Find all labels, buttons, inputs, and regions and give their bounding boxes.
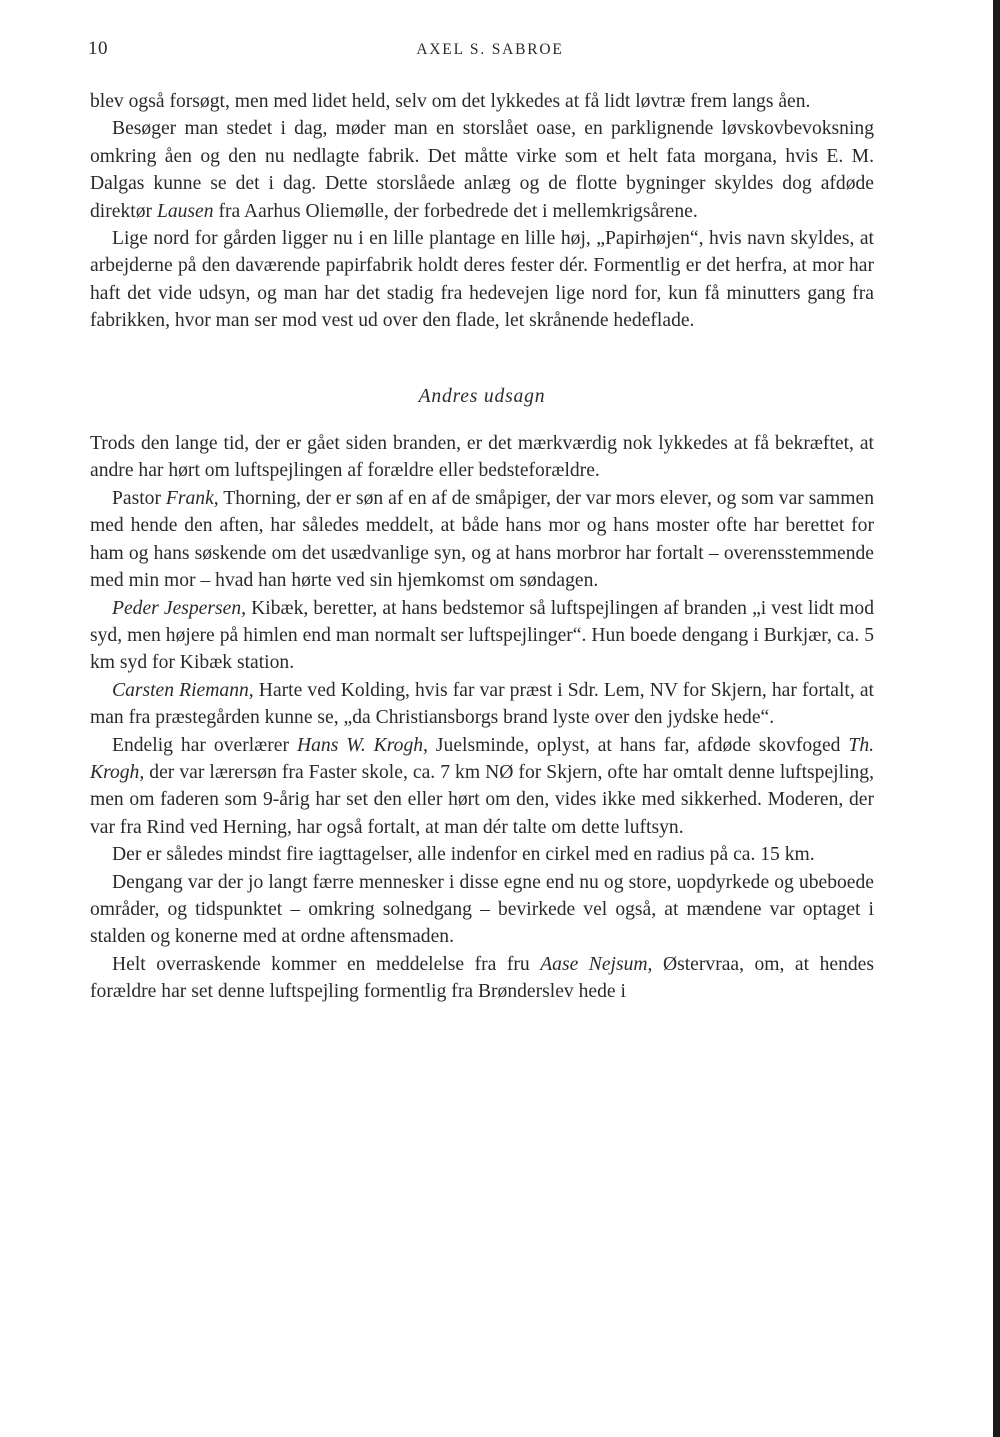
italic-name: Aase Nejsum, [540,953,653,975]
text-run: Der er således mindst fire iagttagelser, alle indenfor en cirkel med en radius på ca. 15 km. [112,844,815,866]
running-head: AXEL S. SABROE [416,41,564,58]
text-run: Trods den lange tid, der er gået siden branden, er det mærkværdig nok lykkedes at få bekræftet, at andre har hørt om luftspejlingen af forældre eller bedsteforældre. [90,433,874,482]
paragraph-p11 [90,951,874,1006]
paragraph-p7 [90,677,874,732]
paragraph-p3 [90,225,874,335]
paragraph-p8 [90,732,874,842]
text-run: Endelig har overlærer [112,734,297,756]
italic-name: Carsten Riemann, [112,679,254,701]
paragraph-p2 [90,115,874,225]
text-run: Besøger man stedet i dag, møder man en storslået oase, en parklignende løvskovbevoksning omkring åen og den nu nedlagte fabrik. Det måtte virke som et helt fata morgana, hvis E. M. Dalgas kunne se det i dag. Dette storslåede anlæg og de flotte bygninger skyldes dog afdøde direktør [90,118,874,222]
section-heading: Andres udsagn [418,385,546,407]
italic-name: Lausen [156,200,214,222]
text-run: Thorning, der er søn af en af de småpiger, der var mors elever, og som var sammen med hende den aften, har således meddelt, at både hans mor og hans moster ofte har berettet for ham og hans søskende om det usædvanlige syn, og at hans morbror har fortalt – overensstemmende med min mor – hvad han hørte ved sin hjemkomst om søndagen. [90,487,875,592]
paragraph-p5 [90,485,874,595]
text-run: der var lærersøn fra Faster skole, ca. 7 km NØ for Skjern, ofte har omtalt denne luftspejling, men om faderen som 9-årig har set den eller hørt om den, vides ikke med sikkerhed. Moderen, der var fra Rind ved Herning, har også fortalt, at man dér talte om dette luftsyn. [90,761,874,838]
italic-name: Th. Krogh, [90,734,875,783]
text-run: Østervraa, om, at hendes forældre har set denne luftspejling formentlig fra Brønderslev hede i [90,953,874,1003]
text-run: Harte ved Kolding, hvis far var præst i Sdr. Lem, NV for Skjern, har fortalt, at man fra præstegården kunne se, „da Christiansborgs brand lyste over den jydske hede“. [90,679,874,729]
text-run: blev også forsøgt, men med lidet held, selv om det lykkedes at få lidt løvtræ frem langs åen. [90,91,811,112]
scan-edge-shadow [993,0,1000,1437]
text-run: Dengang var der jo langt færre mennesker i disse egne end nu og store, uopdyrkede og ubeboede områder, og tidspunktet – omkring solnedgang – bevirkede vel også, at mændene var optaget i stalden og konerne med at ordne aftensmaden. [90,871,874,948]
paragraph-p6 [90,595,874,677]
text-run: Kibæk, beretter, at hans bedstemor så luftspejlingen af branden „i vest lidt mod syd, men højere på himlen end man normalt ser luftspejlinger“. Hun boede dengang i Burkjær, ca. 5 km syd for Kibæk station. [90,597,874,674]
text-run: Pastor [112,487,166,509]
body-text [90,88,874,1006]
text-run: Lige nord for gården ligger nu i en lille plantage en lille høj, „Papirhøjen“, hvis navn skyldes, at arbejderne på den daværende papirfabrik holdt deres fester dér. Formentlig er det herfra, at mor har haft det vide udsyn, og man har det stadig fra hedevejen lige nord for, kun få minutters gang fra fabrikken, hvor man ser mod vest ud over den flade, let skrånende hedeflade. [90,228,874,332]
italic-name: Frank, [165,487,219,509]
page-number: 10 [88,38,108,59]
text-run: Juelsminde, oplyst, at hans far, afdøde skovfoged [427,734,849,756]
paragraph-p4 [90,430,874,485]
paragraphs-after-section [90,430,874,1006]
paragraph-p9 [90,841,874,868]
text-run: Helt overraskende kommer en meddelelse fra fru [112,953,541,975]
paragraph-p1 [90,88,874,115]
paragraphs-before-section [90,88,874,335]
paragraph-p10 [90,869,874,951]
italic-name: Peder Jespersen, [112,597,247,619]
italic-name: Hans W. Krogh, [296,734,428,756]
text-run: fra Aarhus Oliemølle, der forbedrede det i mellemkrigsårene. [213,200,698,222]
